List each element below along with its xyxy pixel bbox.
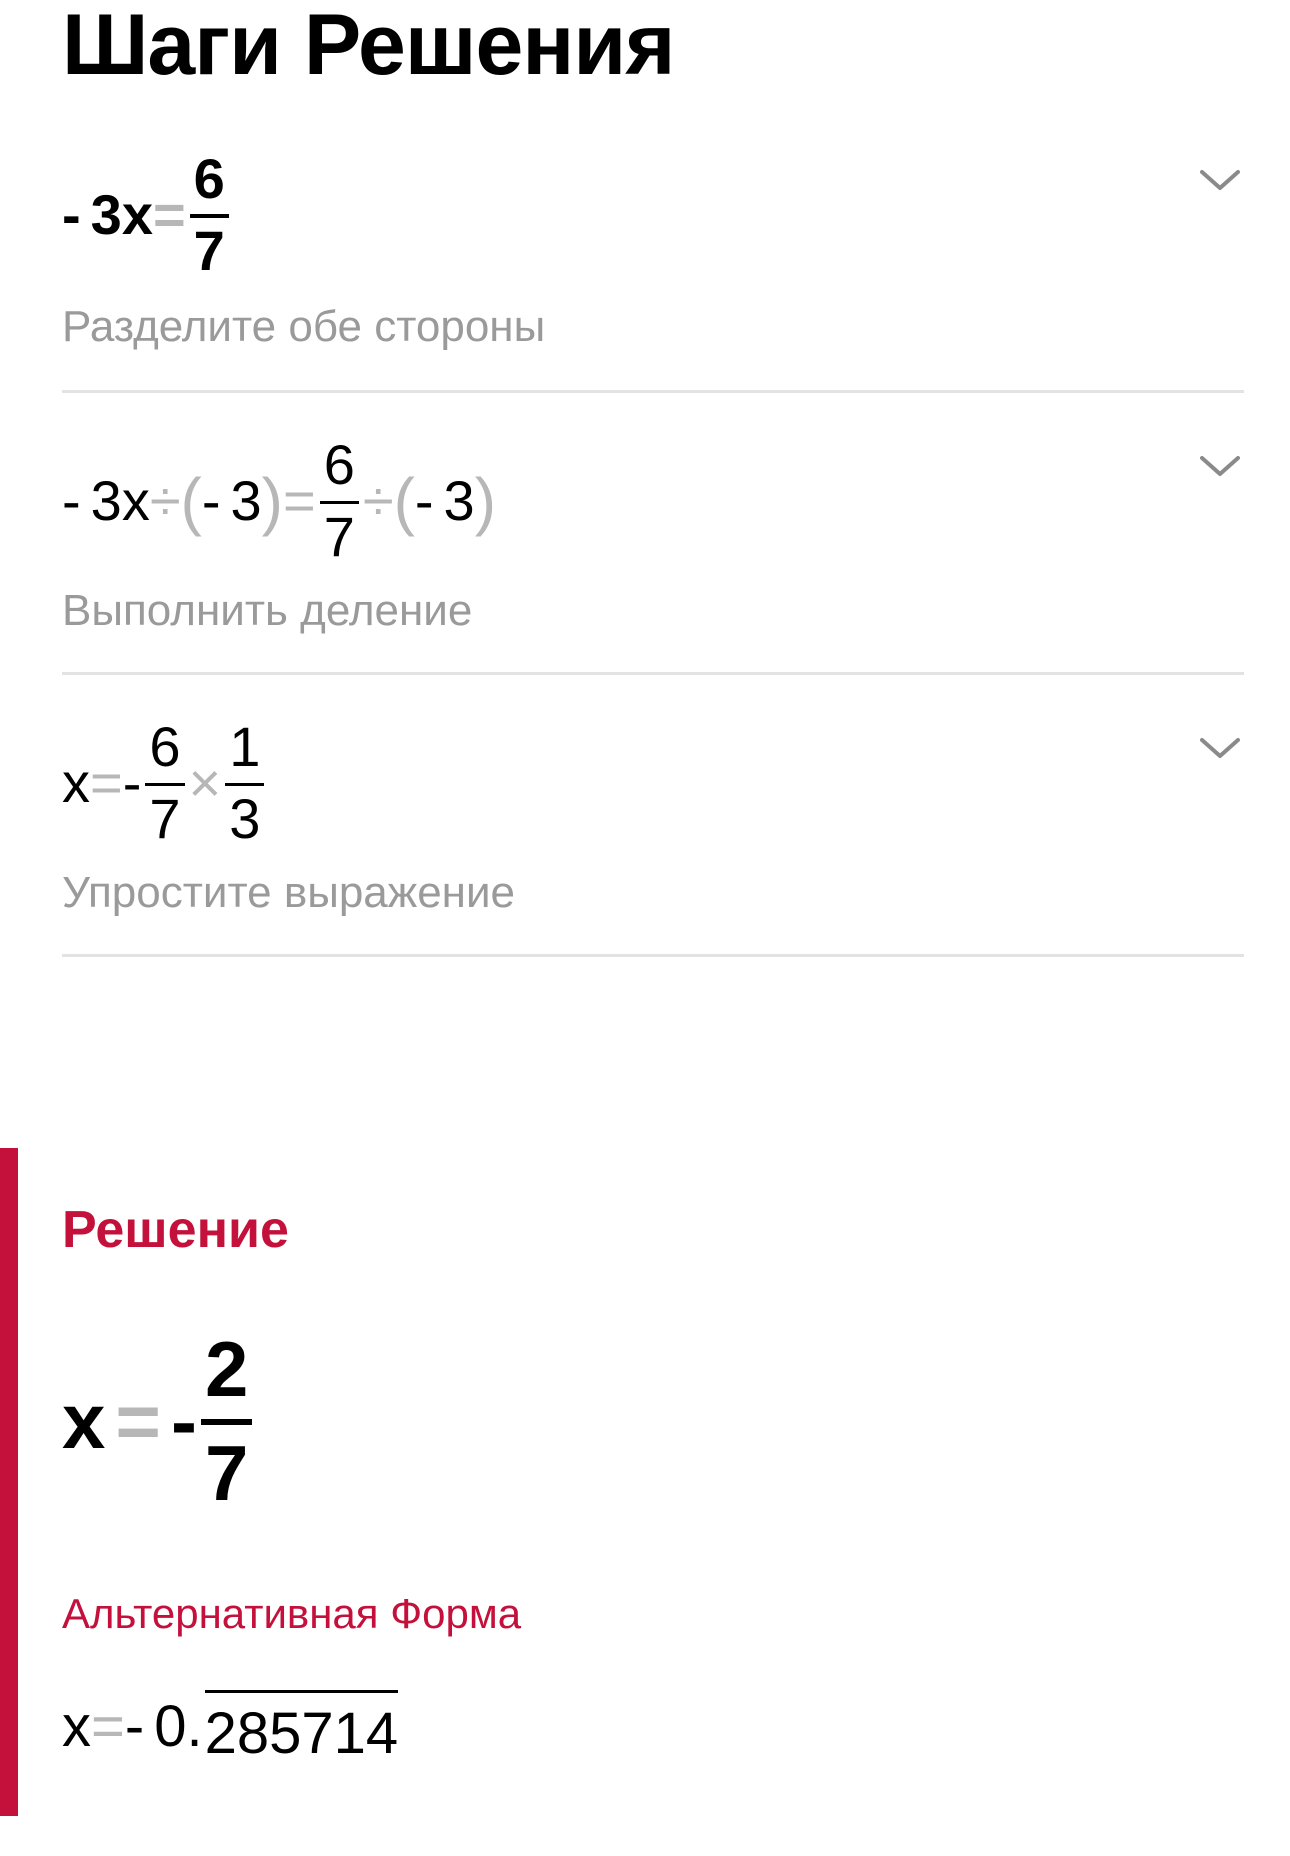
fraction-bar: [225, 783, 264, 786]
variable: x: [62, 1377, 106, 1465]
equals-sign: =: [282, 469, 316, 532]
step-3-description: Упростите выражение: [62, 868, 516, 917]
numerator: 1: [229, 715, 261, 779]
minus-sign: -: [62, 183, 81, 246]
page-title: Шаги Решения: [62, 0, 675, 93]
minus-sign: -: [122, 751, 142, 814]
divider: [62, 954, 1244, 957]
step-1[interactable]: [62, 140, 1244, 390]
step-3[interactable]: [62, 708, 1244, 958]
variable: x: [121, 469, 150, 532]
numerator: 6: [149, 715, 181, 779]
chevron-down-icon[interactable]: [1198, 452, 1242, 480]
divide-sign: ÷: [149, 469, 181, 532]
fraction: [320, 435, 359, 567]
solution-accent-bar: [0, 1148, 18, 1816]
open-paren: (: [393, 465, 415, 537]
open-paren: (: [180, 465, 202, 537]
equals-sign: =: [91, 1693, 125, 1759]
fraction: [145, 717, 184, 849]
denominator: 7: [204, 1429, 249, 1517]
variable: x: [62, 1693, 91, 1759]
alternative-form-label: Альтернативная Форма: [62, 1590, 522, 1637]
divisor: 3: [230, 469, 262, 532]
divider: [62, 390, 1244, 393]
minus-sign: -: [62, 469, 81, 532]
step-2-expression: [62, 426, 496, 576]
minus-sign: -: [201, 469, 221, 532]
fraction-bar: [190, 214, 229, 218]
minus-sign: -: [124, 1693, 145, 1759]
coefficient: 3: [90, 183, 122, 246]
numerator: 2: [204, 1324, 249, 1413]
denominator: 7: [149, 786, 181, 850]
step-2-description: Выполнить деление: [62, 586, 473, 635]
times-sign: ×: [188, 751, 222, 814]
coefficient: 3: [90, 469, 122, 532]
solution-label: Решение: [62, 1201, 289, 1259]
equals-sign: =: [152, 183, 186, 246]
solution-expression: [62, 1316, 256, 1526]
numerator: 6: [323, 433, 355, 497]
fraction: [225, 717, 264, 849]
fraction: [190, 146, 229, 282]
fraction-bar: [201, 1419, 252, 1425]
step-1-expression: [62, 140, 233, 290]
denominator: 7: [193, 219, 225, 282]
equals-sign: =: [115, 1377, 161, 1465]
divider: [62, 672, 1244, 675]
variable: x: [121, 183, 153, 246]
minus-sign: -: [414, 469, 434, 532]
repeating-digits: 285714: [205, 1690, 399, 1763]
minus-sign: -: [170, 1377, 197, 1465]
step-3-expression: [62, 708, 268, 858]
chevron-down-icon[interactable]: [1198, 734, 1242, 762]
denominator: 7: [323, 504, 355, 568]
divide-sign: ÷: [362, 469, 394, 532]
numerator: 6: [193, 146, 225, 210]
divisor: 3: [443, 469, 475, 532]
variable: x: [62, 751, 90, 814]
close-paren: ): [474, 465, 497, 537]
close-paren: ): [261, 465, 283, 537]
chevron-down-icon[interactable]: [1198, 166, 1242, 194]
step-2[interactable]: [62, 426, 1244, 676]
alternative-form-expression: [62, 1690, 399, 1766]
equals-sign: =: [90, 751, 123, 814]
fraction-bar: [320, 501, 359, 504]
fraction-bar: [145, 783, 184, 786]
denominator: 3: [229, 786, 261, 850]
decimal-prefix: 0.: [154, 1693, 203, 1759]
fraction: [201, 1324, 252, 1517]
step-1-description: Разделите обе стороны: [62, 302, 546, 351]
